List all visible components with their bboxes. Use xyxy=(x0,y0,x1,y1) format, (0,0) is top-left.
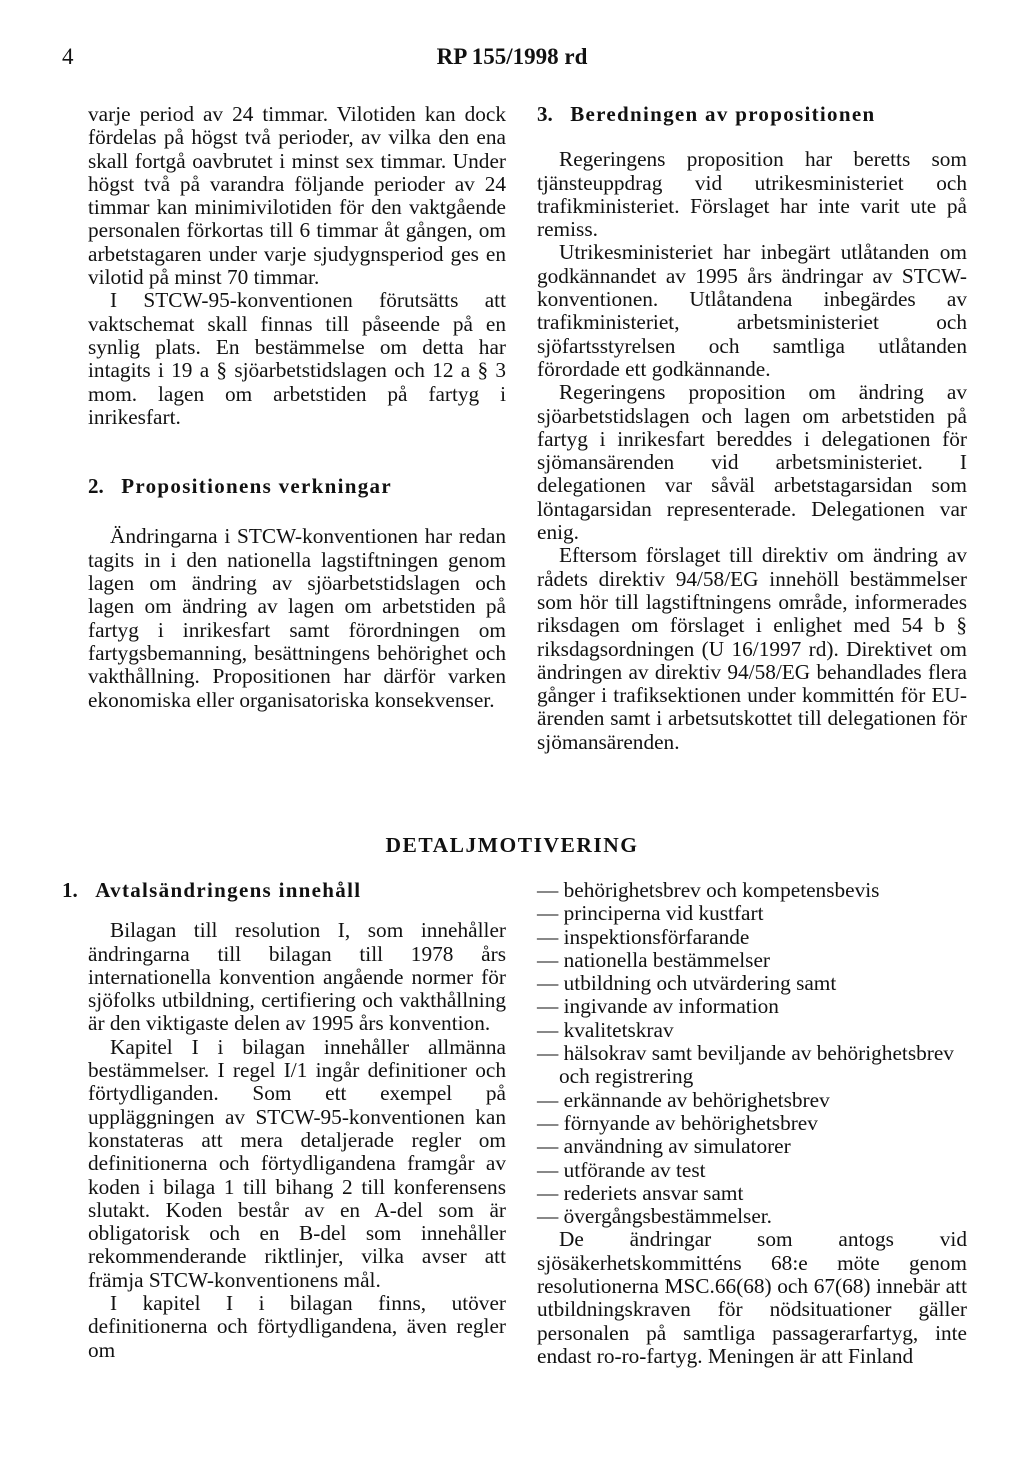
paragraph-chapter-one: Kapitel I i bilagan innehåller allmänna bestämmelser. I regel I/1 ingår definitioner och förtydliganden. Som ett exempel på uppläggningen av STCW-95-konventionen kan konstateras att mera detaljerade regler om definitionerna och förtydligandena framgår av koden i bilaga 1 till bihang 2 till konferensens slutakt. Koden består av en A-del som är obligatorisk och en B-del som innehåller rekommenderande riktlinjer, vilka avser att främja STCW-konventionens mål. xyxy=(88,1034,506,1292)
section-title: Avtalsändringens innehåll xyxy=(95,878,362,902)
list-item: — inspektionsförfarande xyxy=(537,926,967,949)
list-item: — hälsokrav samt beviljande av behörighetsbrev och registrering xyxy=(537,1042,967,1089)
left-column-top xyxy=(88,103,506,712)
list-item: — övergångsbestämmelser. xyxy=(537,1205,967,1228)
right-column-bottom xyxy=(537,879,967,1368)
list-item: — utbildning och utvärdering samt xyxy=(537,972,967,995)
paragraph-delegation: Regeringens proposition om ändring av sjöarbetstidslagen och lagen om arbetstiden på fartyg i inrikesfart bereddes i delegationen för sjömansärenden vid arbetsministeriet. I delegationen var såväl arbetstagarsidan som löntagarsidan representerade. Delegationen var enig. xyxy=(537,380,967,545)
rules-list xyxy=(537,879,967,1228)
list-item: — erkännande av behörighetsbrev xyxy=(537,1089,967,1112)
list-item: — kvalitetskrav xyxy=(537,1019,967,1042)
section-heading-2 xyxy=(88,475,506,498)
list-item: — ingivande av information xyxy=(537,995,967,1018)
section-heading-1 xyxy=(62,879,506,902)
section-heading-3 xyxy=(537,103,967,126)
section-number: 3. xyxy=(537,102,553,126)
paragraph-statements: Utrikesministeriet har inbegärt utlåtanden om godkännandet av 1995 års ändringar av STCW-konventionen. Utlåtandena inbegärdes av trafikministeriet, arbetsministeriet och sjöfartsstyrelsen och samtliga utlåtanden förordade ett godkännande. xyxy=(537,240,967,381)
paragraph-directive: Eftersom förslaget till direktiv om ändring av rådets direktiv 94/58/EG innehöll bestämmelser som hör till lagstiftningens område, informerades riksdagen om förslaget i enlighet med 54 b § riksdagsordningen (U 16/1997 rd). Direktivet om ändringen av direktiv 94/58/EG behandlades flera gånger i trafiksektionen under kommittén för EU-ärenden samt i arbetsutskottet till delegationen för sjömansärenden. xyxy=(537,543,967,754)
section-title: Propositionens verkningar xyxy=(121,474,392,499)
list-item: — användning av simulatorer xyxy=(537,1135,967,1158)
list-item: — förnyande av behörighetsbrev xyxy=(537,1112,967,1135)
page-number: 4 xyxy=(62,44,74,69)
list-item: — nationella bestämmelser xyxy=(537,949,967,972)
section-title: Beredningen av propositionen xyxy=(570,102,876,126)
list-item: — rederiets ansvar samt xyxy=(537,1182,967,1205)
paragraph-rules-intro: I kapitel I i bilagan finns, utöver definitionerna och förtydligandena, även regler om xyxy=(88,1291,506,1362)
list-item: — principerna vid kustfart xyxy=(537,902,967,925)
paragraph-rest-periods: varje period av 24 timmar. Vilotiden kan dock fördelas på högst två perioder, av vilka den ena skall fortgå oavbrutet i minst sex timmar. Under högst två på varandra följande perioder av 24 timmar kan minimivilotiden för den vaktgående personalen förkortas till 6 timmar åt gången, om arbetstagaren under varje sjudygnsperiod ges en vilotid på minst 70 timmar. xyxy=(88,102,506,290)
paragraph-effects: Ändringarna i STCW-konventionen har redan tagits in i den nationella lagstiftningen genom lagen om ändring av sjöarbetstidslagen och lagen om ändring av lagen om arbetstiden på fartyg i inrikesfart samt förordningen om fartygsbemanning, besättningens behörighet och vakthållning. Propositionen har därför varken ekonomiska eller organisatoriska konsekvenser. xyxy=(88,524,506,712)
section-1-body xyxy=(62,919,506,1362)
left-column-bottom xyxy=(62,879,506,1362)
list-item: — utförande av test xyxy=(537,1159,967,1182)
document-title: RP 155/1998 rd xyxy=(436,44,588,69)
paragraph-resolutions: De ändringar som antogs vid sjösäkerhetskommitténs 68:e möte genom resolutionerna MSC.66(68) och 67(68) innebär att utbildningskraven för nödsituationer gäller personalen på samtliga passagerarfartyg, inte endast ro-ro-fartyg. Meningen är att Finland xyxy=(537,1227,967,1368)
paragraph-watch-schedule: I STCW-95-konventionen förutsätts att vaktschemat skall finnas till påseende på en synlig plats. En bestämmelse om detta har intagits i 19 a § sjöarbetstidslagen och 12 a § 3 mom. lagen om arbetstiden på fartyg i inrikesfart. xyxy=(88,288,506,429)
list-item: — behörighetsbrev och kompetensbevis xyxy=(537,879,967,902)
detail-title: DETALJMOTIVERING xyxy=(385,833,639,857)
paragraph-preparation: Regeringens proposition har beretts som tjänsteuppdrag vid utrikesministeriet och trafikministeriet. Förslaget har inte varit ute på remiss. xyxy=(537,147,967,242)
section-number: 1. xyxy=(62,878,78,902)
right-column-top xyxy=(537,103,967,754)
section-number: 2. xyxy=(88,474,104,499)
paragraph-annex: Bilagan till resolution I, som innehåller ändringarna till bilagan till 1978 års internationella konvention angående normer för sjöfolks utbildning, certifiering och vakthållning är den viktigaste delen av 1995 års konvention. xyxy=(88,918,506,1036)
